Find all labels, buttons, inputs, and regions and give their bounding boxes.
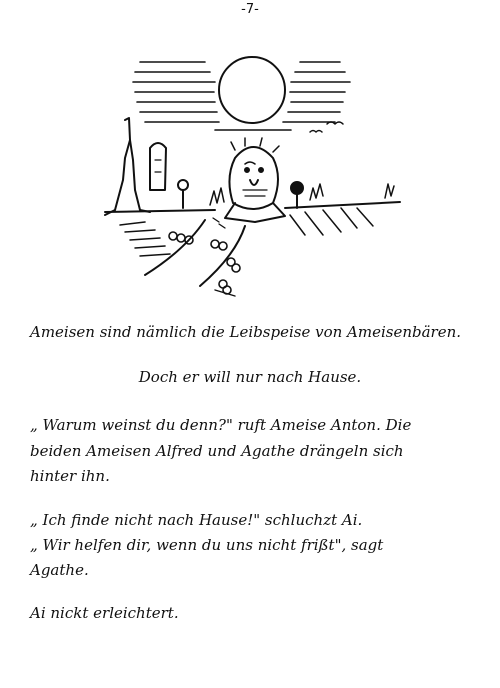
hedgehog-with-ants-and-sun-drawing [95,40,425,300]
page-number: -7- [241,2,259,17]
paragraph-3-line-2: beiden Ameisen Alfred und Agathe drängeln sich [30,442,404,460]
paragraph-1: Ameisen sind nämlich die Leibspeise von Ameisenbären. [30,323,462,341]
paragraph-5: Ai nickt erleichtert. [30,604,179,622]
paragraph-3-line-1: „ Warum weinst du denn?" ruft Ameise Anton. Die [30,416,412,434]
paragraph-4-line-3: Agathe. [30,561,89,579]
paragraph-2: Doch er will nur nach Hause. [138,368,362,386]
paragraph-4-line-1: „ Ich finde nicht nach Hause!" schluchzt Ai. [30,511,363,529]
paragraph-3-line-3: hinter ihn. [30,467,110,485]
paragraph-4-line-2: „ Wir helfen dir, wenn du uns nicht frißt", sagt [30,536,384,554]
